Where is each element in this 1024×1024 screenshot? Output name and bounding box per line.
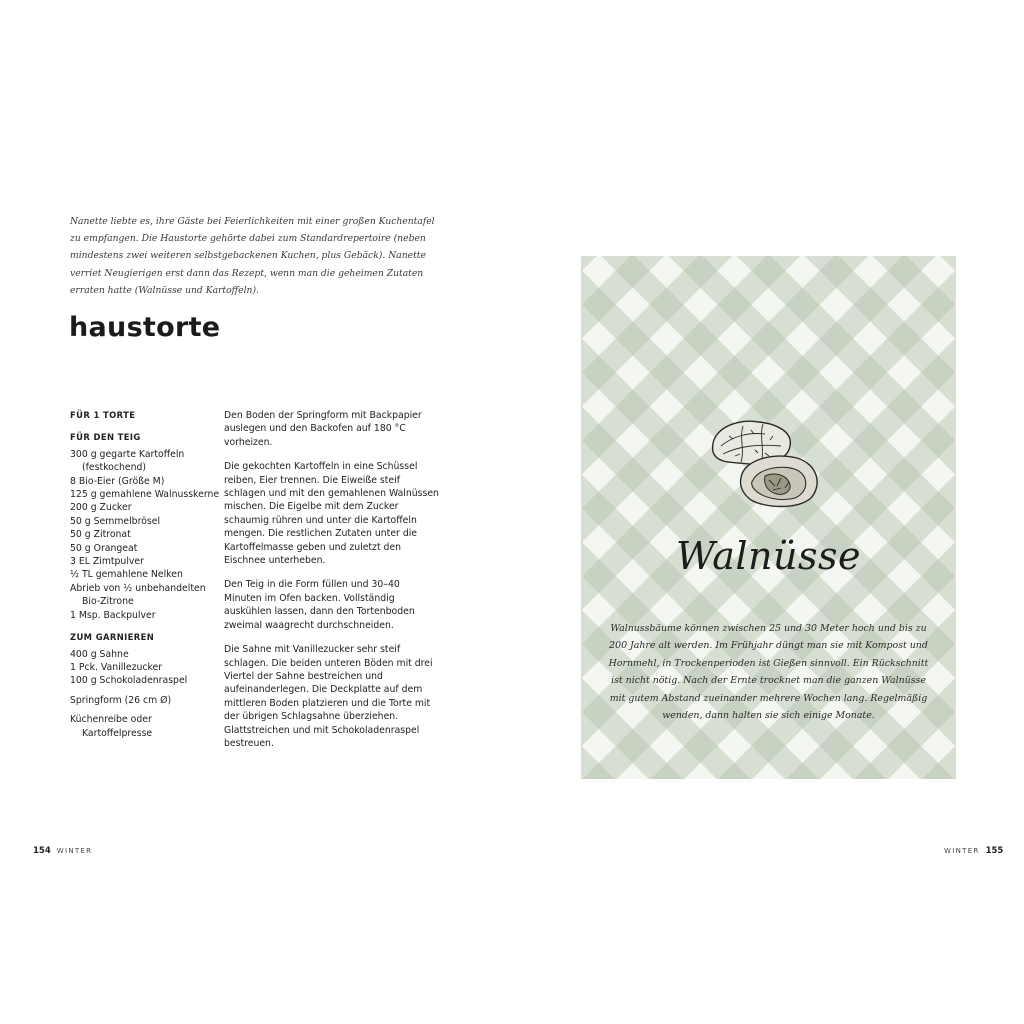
section-label: WINTER — [944, 847, 980, 855]
folio-right — [938, 846, 1003, 856]
method-step: Den Boden der Springform mit Backpapier auslegen und den Backofen auf 180 °C vorheizen. — [224, 410, 422, 448]
walnut-icon — [693, 406, 833, 516]
panel-heading: Walnüsse — [675, 534, 861, 578]
page-number: 154 — [33, 846, 51, 856]
ingredient-item: 1 Pck. Vanillezucker — [70, 661, 163, 673]
ingredient-item: 50 g Orangeat — [70, 542, 138, 554]
ingredient-item: ½ TL gemahlene Nelken — [70, 569, 183, 581]
dough-heading: FÜR DEN TEIG — [70, 432, 141, 443]
equipment-item: Küchenreibe oder Kartoffelpresse — [70, 714, 153, 739]
ingredient-item: 50 g Semmelbrösel — [70, 515, 161, 527]
equipment-item: Springform (26 cm Ø) — [70, 694, 172, 706]
folio-left — [33, 846, 98, 856]
ingredient-item: Abrieb von ½ unbehandelten Bio-Zitrone — [70, 582, 206, 608]
garnish-heading: ZUM GARNIEREN — [70, 632, 155, 643]
servings-label: FÜR 1 TORTE — [70, 410, 136, 420]
ingredient-item: 400 g Sahne — [70, 648, 129, 660]
ingredient-item: 100 g Schokoladenraspel — [70, 675, 188, 687]
intro-paragraph: Nanette liebte es, ihre Gäste bei Feierlichkeiten mit einer großen Kuchentafel zu empfangen. Die Haustorte gehörte dabei zum Standardrepertoire (neben mindestens zwei weiteren selbstgebackenen Kuchen, plus Gebäck). Nanette verriet Neugierigen erst dann das Rezept, wenn man die geheimen Zutaten erraten hatte (Walnüsse und Kartoffeln). — [70, 216, 435, 296]
page-number: 155 — [985, 846, 1004, 856]
garnish-list — [70, 648, 220, 688]
panel-text: Walnussbäume können zwischen 25 und 30 Meter hoch und bis zu 200 Jahre alt werden. Im Frühjahr düngt man sie mit Kompost und Hornmehl, in Trockenperioden ist Gießen sinnvoll. Ein Rückschnitt ist nicht nötig. Nach der Ernte trocknet man die ganzen Walnüsse mit gutem Abstand zueinander mehrere Wochen lang. Regelmäßig wenden, dann halten sie sich einige Monate. — [608, 623, 929, 722]
ingredient-item: 1 Msp. Backpulver — [70, 609, 156, 621]
ingredient-item: 200 g Zucker — [70, 502, 132, 514]
method-step: Die gekochten Kartoffeln in eine Schüssel reiben, Eier trennen. Die Eiweiße steif schlagen und mit den gemahlenen Walnüssen mischen. Die Eigelbe mit dem Zucker schaumig rühren und unter die Kartoffeln mengen. Die restlichen Zutaten unter die Kartoffelmasse geben und zuletzt den Eischnee unterheben. — [224, 461, 439, 567]
method-step: Den Teig in die Form füllen und 30–40 Minuten im Ofen backen. Vollständig auskühlen lassen, dann den Tortenboden zweimal waagrecht durchschneiden. — [224, 579, 415, 631]
ingredient-item: 125 g gemahlene Walnusskerne — [70, 489, 220, 501]
recipe-title: haustorte — [69, 312, 221, 343]
ingredient-item: 3 EL Zimtpulver — [70, 556, 144, 568]
method-step: Die Sahne mit Vanillezucker sehr steif schlagen. Die beiden unteren Böden mit drei Viertel der Sahne bestreichen und aufeinanderlegen. Die Deckplatte auf dem mittleren Boden platzieren und die Torte mit der übrigen Schlagsahne überziehen. Glattstreichen und mit Schokoladenraspel bestreuen. — [224, 644, 433, 749]
section-label: WINTER — [56, 847, 93, 855]
ingredients-column — [70, 409, 220, 740]
ingredient-item: 300 g gegarte Kartoffeln (festkochend) — [70, 448, 185, 474]
walnut-info-panel — [581, 256, 956, 779]
method-column — [224, 409, 439, 761]
ingredient-item: 50 g Zitronat — [70, 529, 131, 541]
ingredient-item: 8 Bio-Eier (Größe M) — [70, 475, 165, 487]
equipment-list — [70, 694, 220, 740]
dough-list — [70, 448, 220, 622]
